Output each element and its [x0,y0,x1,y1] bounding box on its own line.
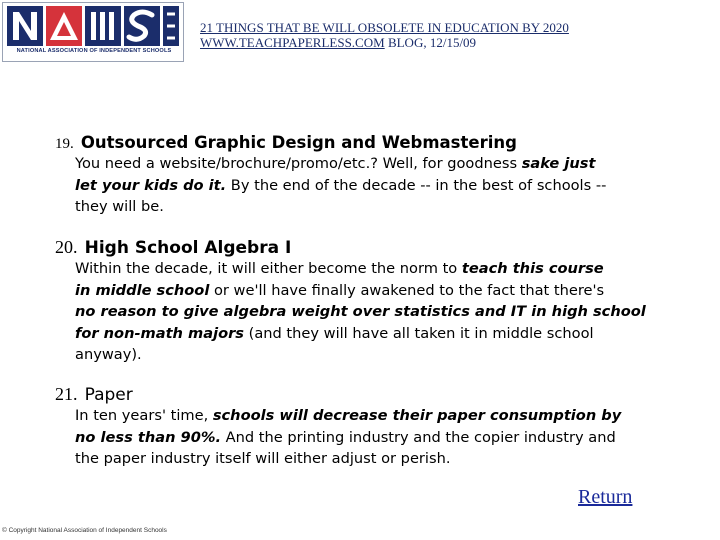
body-line [75,427,675,449]
emphasis-text: no reason to give algebra weight over statistics and IT in high school [75,303,646,320]
return-link[interactable]: Return [578,486,633,508]
emphasis-text: schools will decrease their paper consumption by [212,407,622,424]
list-item-20 [55,237,695,366]
body-text: By the end of the decade -- in the best of schools -- [226,176,607,194]
item-heading [55,133,695,153]
body-text: or we'll have finally awakened to the fact that there's [209,281,605,299]
body-line [75,196,675,218]
nais-logo-mark-icon [7,6,181,46]
emphasis-text: no less than 90%. [75,428,222,446]
item-body [75,405,675,470]
body-text: the paper industry itself will either adjust or perish. [75,450,451,467]
body-line [75,175,675,197]
item-body [75,153,675,218]
blog-url-link[interactable]: WWW.TEACHPAPERLESS.COM [200,35,385,50]
item-title: High School Algebra I [84,238,292,258]
item-title: Paper [84,385,133,405]
body-text: (and they will have all taken it in middle school [243,324,594,342]
copyright-footer: © Copyright National Association of Independent Schools [2,527,167,534]
body-line [75,258,675,280]
item-body [75,258,675,366]
list-item-19 [55,133,695,218]
body-line [75,301,675,323]
emphasis-text: let your kids do it. [75,176,227,194]
logo-caption: NATIONAL ASSOCIATION OF INDEPENDENT SCHOOLS [16,48,172,54]
emphasis-text: teach this course [461,260,604,277]
item-heading [55,384,695,405]
body-text: Within the decade, it will either become the norm to [75,260,462,277]
body-line [75,323,675,345]
nais-logo [2,2,184,62]
body-line [75,153,675,175]
body-text: And the printing industry and the copier industry and [221,428,616,446]
header-title: 21 THINGS THAT BE WILL OBSOLETE IN EDUCATION BY 2020 [200,20,569,35]
emphasis-text: for non-math majors [75,324,244,342]
body-text: You need a website/brochure/promo/etc.? Well, for goodness [75,155,522,172]
item-number: 21. [55,384,78,404]
body-line [75,448,675,470]
body-text: they will be. [75,198,164,215]
emphasis-text: in middle school [75,281,210,299]
item-number: 20. [55,237,78,257]
emphasis-text: sake just [521,155,596,172]
slide-header [200,20,710,50]
header-date: BLOG, 12/15/09 [384,35,477,50]
body-line [75,280,675,302]
body-text: In ten years' time, [75,407,213,424]
body-line [75,405,675,427]
item-title: Outsourced Graphic Design and Webmastering [80,133,517,152]
body-line [75,344,675,366]
item-number: 19. [55,136,74,152]
list-item-21 [55,384,695,470]
header-subtitle [200,35,710,50]
body-text: anyway). [75,346,142,363]
item-heading [55,237,695,258]
